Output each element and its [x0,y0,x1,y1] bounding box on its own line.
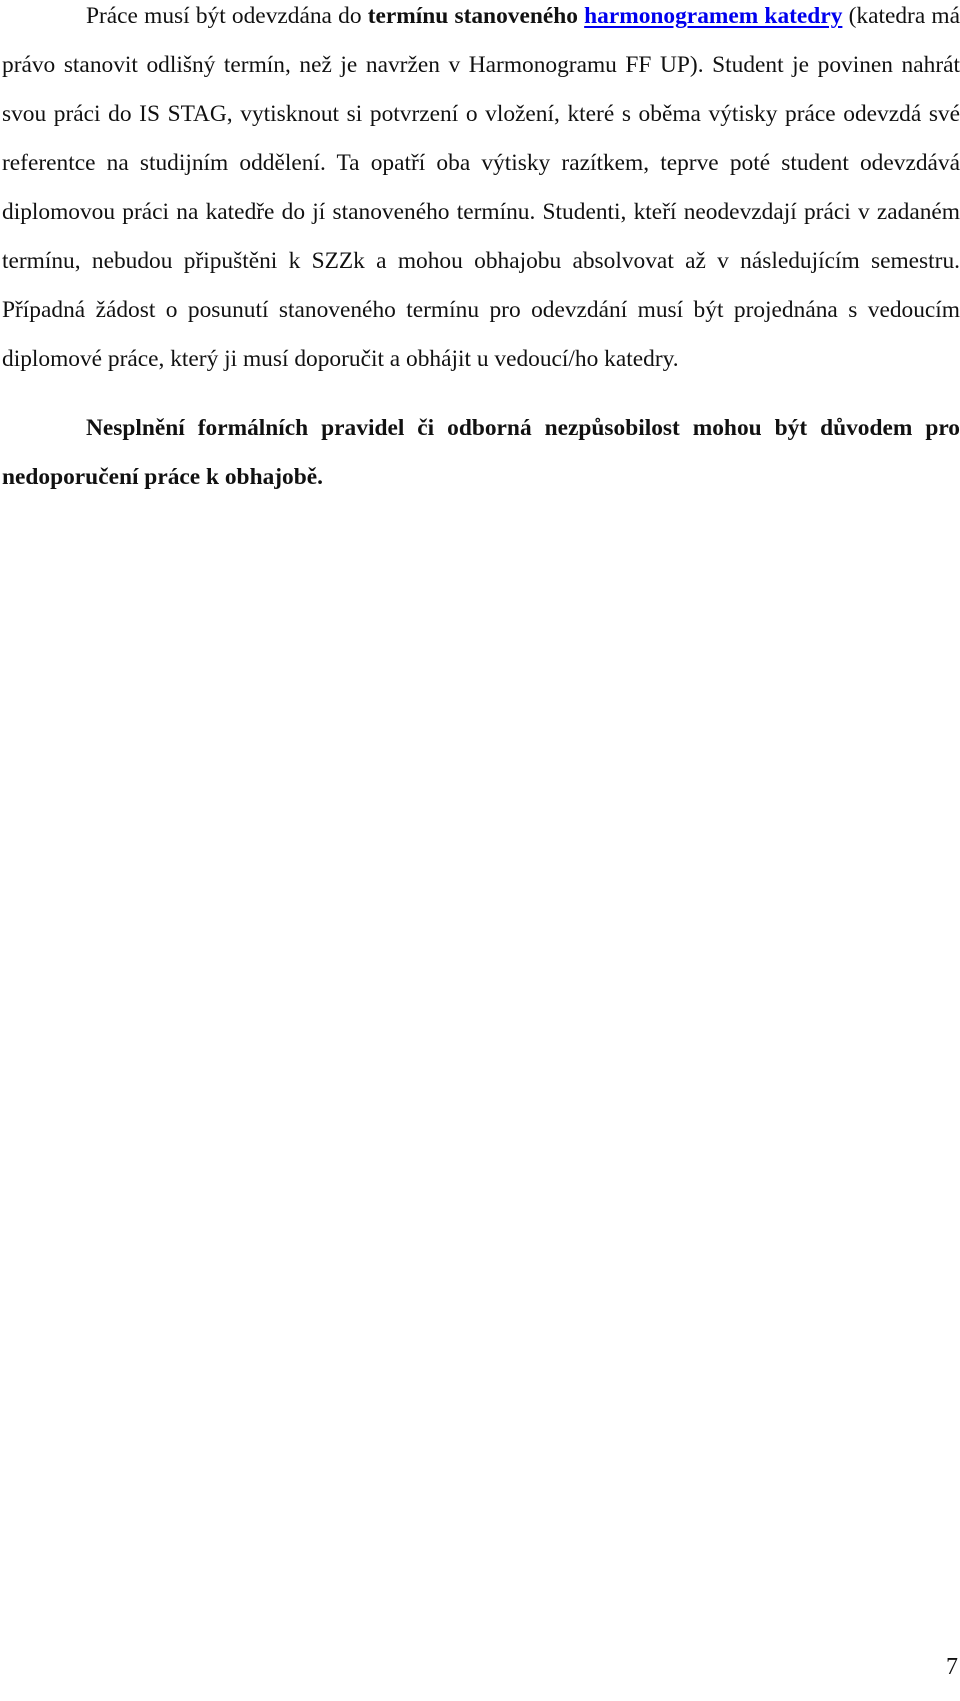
harmonogram-link[interactable]: harmonogramem katedry [584,3,843,29]
paragraph-text-start: Práce musí být odevzdána do [86,3,368,29]
bold-phrase-deadline: termínu stanoveného [367,3,578,29]
page-number: 7 [946,1654,958,1680]
document-body [2,0,960,502]
paragraph-formal-rules-warning: Nesplnění formálních pravidel či odborná nezpůsobilost mohou být důvodem pro nedoporučení práce k obhajobě. [2,415,960,490]
paragraph-submission-rules [2,0,960,384]
paragraph-text-rest: (katedra má právo stanovit odlišný termín, než je navržen v Harmonogramu FF UP). Student je povinen nahrát svou práci do IS STAG, vytisknout si potvrzení o vložení, které s oběma výtisky práce odevzdá své referentce na studijním oddělení. Ta opatří oba výtisky razítkem, teprve poté student odevzdává diplomovou práci na katedře do jí stanoveného termínu. Studenti, kteří neodevzdají práci v zadaném termínu, nebudou připuštěni k SZZk a mohou obhajobu absolvovat až v následujícím semestru. Případná žádost o posunutí stanoveného termínu pro odevzdání musí být projednána s vedoucím diplomové práce, který ji musí doporučit a obhájit u vedoucí/ho katedry. [2,3,960,372]
